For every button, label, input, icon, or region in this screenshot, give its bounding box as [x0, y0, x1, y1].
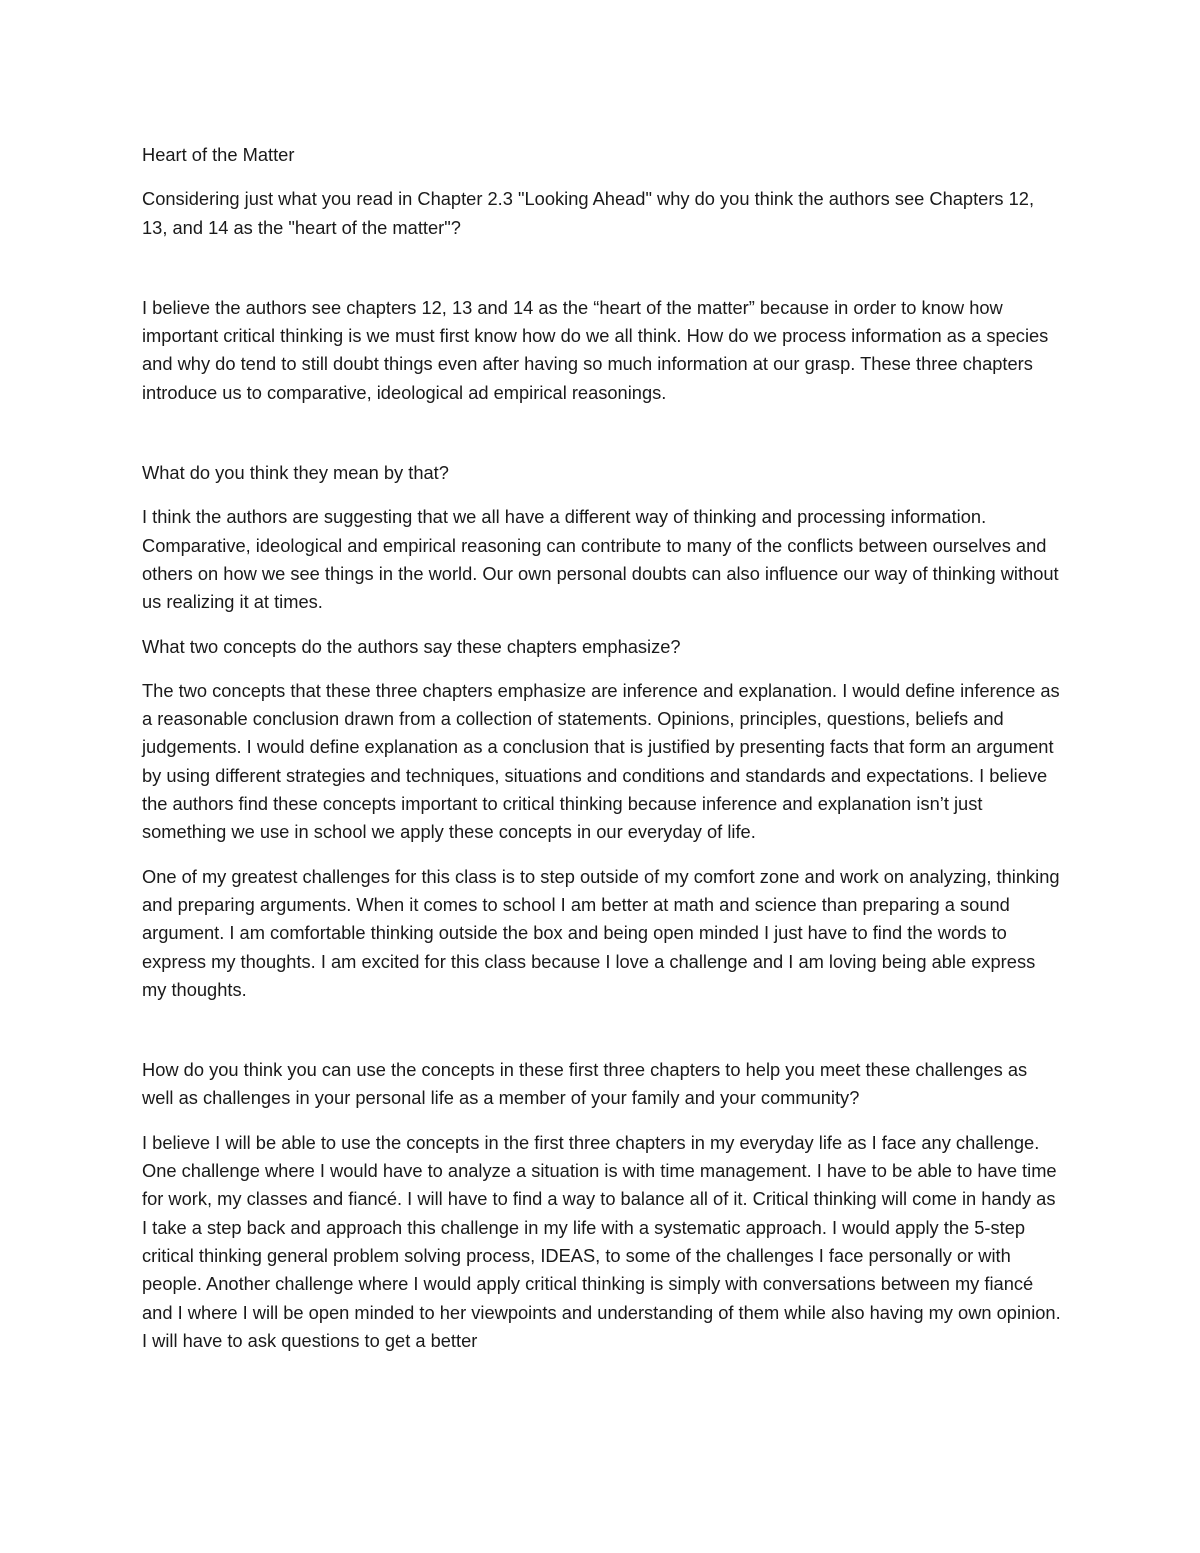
- question-use-concepts: How do you think you can use the concepts in these first three chapters to help you meet these challenges as well as challenges in your personal life as a member of your family and your community?: [142, 1059, 1028, 1109]
- question-meaning: What do you think they mean by that?: [142, 462, 449, 484]
- answer-heart-of-matter: I believe the authors see chapters 12, 13 and 14 as the “heart of the matter” because in order to know how important critical thinking is we must first know how do we all think. How do we process information as a species and why do tend to still doubt things even after having so much information at our grasp. These three chapters introduce us to comparative, ideological ad empirical reasonings.: [142, 296, 1049, 403]
- paragraph-challenges: One of my greatest challenges for this class is to step outside of my comfort zone and work on analyzing, thinking and preparing arguments. When it comes to school I am better at math and science than preparing a sound argument. I am comfortable thinking outside the box and being open minded I just have to find the words to express my thoughts. I am excited for this class because I love a challenge and I am loving being able express my thoughts.: [142, 865, 1060, 1000]
- answer-two-concepts: The two concepts that these three chapters emphasize are inference and explanation. I would define inference as a reasonable conclusion drawn from a collection of statements. Opinions, principles, questions, beliefs and judgements. I would define explanation as a conclusion that is justified by presenting facts that form an argument by using different strategies and techniques, situations and conditions and standards and expectations. I believe the authors find these concepts important to critical thinking because inference and explanation isn’t just something we use in school we apply these concepts in our everyday of life.: [142, 679, 1060, 843]
- answer-meaning: I think the authors are suggesting that we all have a different way of thinking and processing information. Comparative, ideological and empirical reasoning can contribute to many of the conflicts between ourselves and others on how we see things in the world. Our own personal doubts can also influence our way of thinking without us realizing it at times.: [142, 506, 1059, 613]
- question-two-concepts: What two concepts do the authors say these chapters emphasize?: [142, 635, 681, 657]
- document-title: Heart of the Matter: [142, 144, 295, 165]
- document-body: [142, 141, 1062, 1355]
- answer-use-concepts: I believe I will be able to use the concepts in the first three chapters in my everyday life as I face any challenge. One challenge where I would have to analyze a situation is with time management. I have to be able to have time for work, my classes and fiancé. I will have to find a way to balance all of it. Critical thinking will come in handy as I take a step back and approach this challenge in my life with a systematic approach. I would apply the 5-step critical thinking general problem solving process, IDEAS, to some of the challenges I face personally or with people. Another challenge where I would apply critical thinking is simply with conversations between my fiancé and I where I will be open minded to her viewpoints and understanding of them while also having my own opinion. I will have to ask questions to get a better: [142, 1131, 1061, 1351]
- question-heart-of-matter: Considering just what you read in Chapter 2.3 "Looking Ahead" why do you think the authors see Chapters 12, 13, and 14 as the "heart of the matter"?: [142, 188, 1035, 238]
